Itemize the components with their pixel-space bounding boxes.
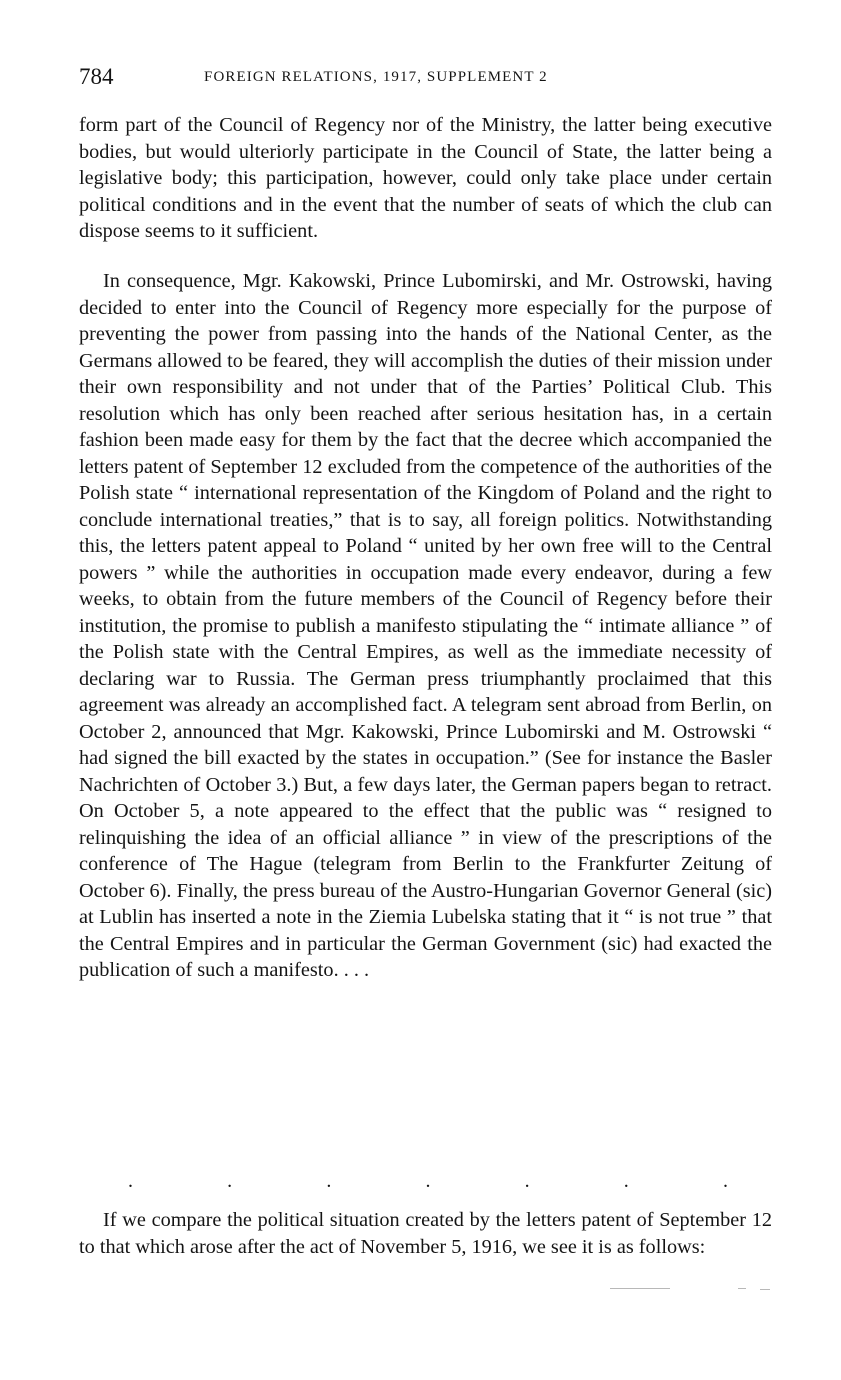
omission-ellipsis-row — [128, 1171, 728, 1191]
ellipsis-dot: . — [722, 1170, 728, 1192]
page-number: 784 — [79, 64, 114, 89]
paragraph-text: In consequence, Mgr. Kakowski, Prince Lubomirski, and Mr. Ostrowski, having decided to enter into the Council of Regency more especially for the purpose of preventing the power from passing into the hands of the National Center, as the Germans allowed to be feared, they will accomplish the duties of their mission under their own responsibility and not under that of the Parties’ Political Club. This resolution which has only been reached after serious hesitation has, in a certain fashion been made easy for them by the fact that the decree which accompanied the letters patent of September 12 excluded from the competence of the authorities of the Polish state “ international representation of the Kingdom of Poland and the right to conclude international treaties,” that is to say, all foreign politics. Notwithstanding this, the letters patent appeal to Poland “ united by her own free will to the Central powers ” while the authorities in occupation made every endeavor, during a few weeks, to obtain from the future members of the Council of Regency before their institution, the promise to publish a manifesto stipulating the “ intimate alliance ” of the Polish state with the Central Empires, as well as the immediate necessity of declaring war to Russia. The German press triumphantly proclaimed that this agreement was already an accomplished fact. A telegram sent abroad from Berlin, on October 2, announced that Mgr. Kakowski, Prince Lubomirski and M. Ostrowski “ had signed the bill exacted by the states in occupation.” (See for instance the Basler Nachrichten of October 3.) But, a few days later, the German papers began to retract. On October 5, a note appeared to the effect that the public was “ resigned to relinquishing the idea of an official alliance ” in view of the prescriptions of the conference of The Hague (telegram from Berlin to the Frankfurter Zeitung of October 6). Finally, the press bureau of the Austro-Hungarian Governor General (sic) at Lublin has inserted a note in the Ziemia Lubelska stating that it “ is not true ” that the Central Empires and in particular the German Government (sic) had exacted the publication of such a manifesto. . . . — [79, 270, 772, 981]
ellipsis-dot: . — [524, 1170, 530, 1192]
ellipsis-dot: . — [128, 1170, 133, 1192]
body-paragraph — [79, 1207, 772, 1260]
ellipsis-dot: . — [425, 1170, 431, 1192]
scan-artifact-line — [760, 1289, 770, 1290]
running-title: FOREIGN RELATIONS, 1917, SUPPLEMENT 2 — [204, 69, 548, 85]
page-header — [79, 62, 779, 92]
body-paragraph — [79, 268, 772, 984]
paragraph-text: If we compare the political situation created by the letters patent of September 12 to that which arose after the act of November 5, 1916, we see it is as follows: — [79, 1209, 772, 1258]
scan-artifact-line — [610, 1288, 670, 1289]
paragraph-text: form part of the Council of Regency nor of the Ministry, the latter being executive bodies, but would ulteriorly participate in the Council of State, the latter being a legislative body; this participation, however, could only take place under certain political conditions and in the event that the number of seats of which the club can dispose seems to it sufficient. — [79, 114, 772, 242]
body-paragraph — [79, 112, 772, 245]
ellipsis-dot: . — [623, 1170, 629, 1192]
ellipsis-dot: . — [326, 1170, 332, 1192]
ellipsis-dot: . — [227, 1170, 233, 1192]
scan-artifact-line — [738, 1288, 746, 1289]
